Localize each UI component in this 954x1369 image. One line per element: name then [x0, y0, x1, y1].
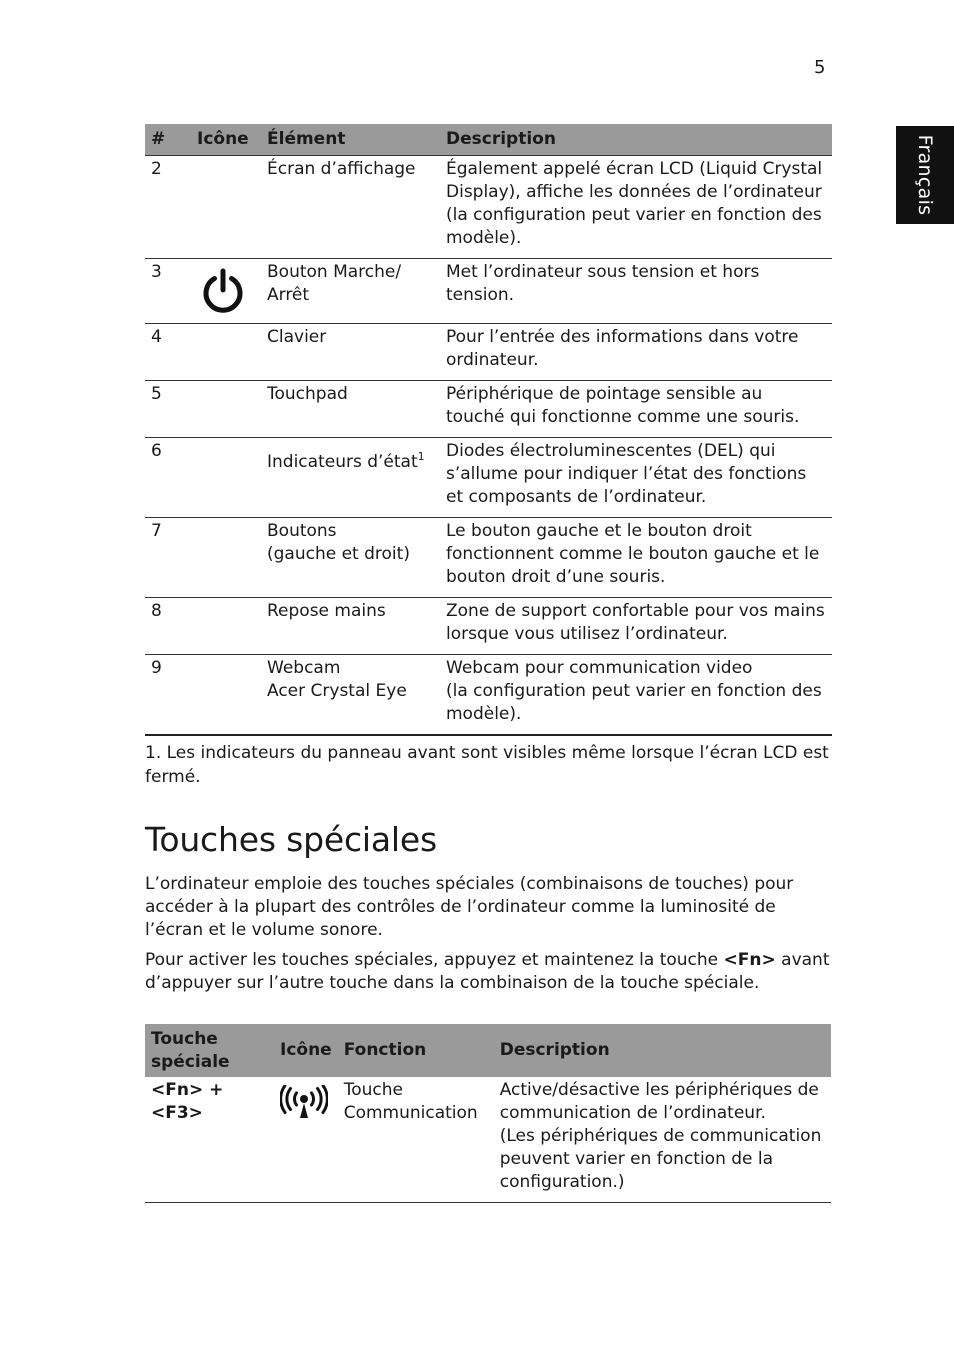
row-element: Bouton Marche/ Arrêt [261, 259, 440, 324]
key-description: Active/désactive les périphériques de communication de l’ordinateur. (Les périphériques de communication peuvent varier en fonction de la configuration.) [494, 1077, 831, 1203]
key-function: Touche Communication [338, 1077, 494, 1203]
row-description: Webcam pour communication video (la configuration peut varier en fonction des modèle). [440, 655, 832, 736]
section-title: Touches spéciales [145, 820, 437, 859]
language-tab-label: Français [914, 134, 936, 216]
table-row [145, 438, 832, 518]
row-number: 7 [145, 518, 191, 598]
table-row [145, 381, 832, 438]
header-description: Description [440, 124, 832, 156]
row-icon-cell [191, 259, 261, 324]
table-row [145, 156, 832, 259]
key-combination: <Fn> + <F3> [145, 1077, 274, 1203]
row-number: 9 [145, 655, 191, 736]
row-element: Clavier [261, 324, 440, 381]
row-element: Indicateurs d’état [267, 452, 418, 472]
header-icon: Icône [274, 1024, 338, 1077]
activation-text-end: avant d’appuyer sur l’autre touche dans la combinaison de la touche spéciale. [145, 950, 830, 993]
row-icon-cell [191, 598, 261, 655]
wireless-communication-icon [280, 1085, 328, 1121]
row-description: Périphérique de pointage sensible au touché qui fonctionne comme une souris. [440, 381, 832, 438]
row-description: Le bouton gauche et le bouton droit fonctionnent comme le bouton gauche et le bouton droit d’une souris. [440, 518, 832, 598]
header-special-key: Touche spéciale [145, 1024, 274, 1077]
header-number: # [145, 124, 191, 156]
special-keys-header [145, 1024, 831, 1077]
row-number: 3 [145, 259, 191, 324]
row-icon-cell [191, 324, 261, 381]
footnote-marker: 1 [417, 450, 425, 463]
row-icon-cell [191, 655, 261, 736]
row-icon-cell [191, 381, 261, 438]
row-number: 8 [145, 598, 191, 655]
row-description: Zone de support confortable pour vos mains lorsque vous utilisez l’ordinateur. [440, 598, 832, 655]
row-element: Touchpad [261, 381, 440, 438]
page-number: 5 [814, 57, 826, 78]
row-icon-cell [274, 1077, 338, 1203]
table-row [145, 259, 832, 324]
row-number: 4 [145, 324, 191, 381]
table-row [145, 655, 832, 736]
row-description: Diodes électroluminescentes (DEL) qui s’allume pour indiquer l’état des fonctions et composants de l’ordinateur. [440, 438, 832, 518]
special-keys-table [145, 1024, 831, 1203]
components-table-header [145, 124, 832, 156]
header-description: Description [494, 1024, 831, 1077]
row-number: 2 [145, 156, 191, 259]
intro-paragraph: L’ordinateur emploie des touches spéciales (combinaisons de touches) pour accéder à la plupart des contrôles de l’ordinateur comme la luminosité de l’écran et le volume sonore. [145, 874, 794, 940]
row-description: Met l’ordinateur sous tension et hors tension. [440, 259, 832, 324]
row-element: Repose mains [261, 598, 440, 655]
row-icon-cell [191, 438, 261, 518]
table-row [145, 518, 832, 598]
row-number: 6 [145, 438, 191, 518]
row-number: 5 [145, 381, 191, 438]
table-row [145, 598, 832, 655]
activation-paragraph [145, 949, 835, 995]
activation-text-start: Pour activer les touches spéciales, appuyez et maintenez la touche [145, 950, 724, 970]
row-element: Boutons (gauche et droit) [261, 518, 440, 598]
fn-key-label: <Fn> [723, 950, 776, 970]
row-element-cell [261, 438, 440, 518]
table-row [145, 324, 832, 381]
row-icon-cell [191, 518, 261, 598]
row-element: Écran d’affichage [261, 156, 440, 259]
row-icon-cell [191, 156, 261, 259]
footnote: 1. Les indicateurs du panneau avant sont visibles même lorsque l’écran LCD est fermé. [145, 743, 829, 787]
header-icon: Icône [191, 124, 261, 156]
header-function: Fonction [338, 1024, 494, 1077]
language-tab [896, 126, 954, 224]
components-table [145, 124, 832, 736]
row-element: Webcam Acer Crystal Eye [261, 655, 440, 736]
row-description: Également appelé écran LCD (Liquid Crystal Display), affiche les données de l’ordinateur (la configuration peut varier en fonction des modèle). [440, 156, 832, 259]
power-icon [199, 267, 247, 315]
header-element: Élément [261, 124, 440, 156]
row-description: Pour l’entrée des informations dans votre ordinateur. [440, 324, 832, 381]
table-row [145, 1077, 831, 1203]
